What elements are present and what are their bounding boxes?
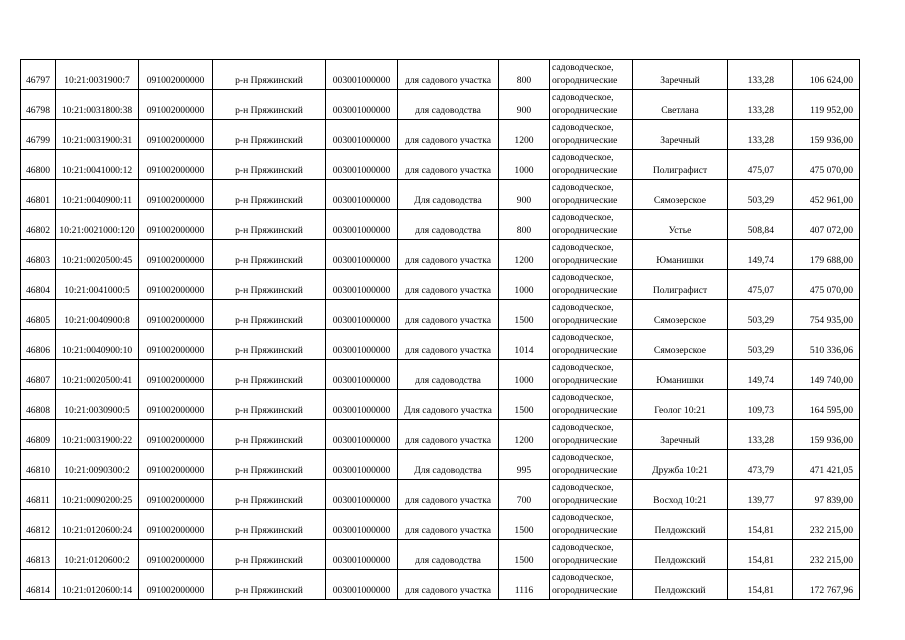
land-category-cell: садоводческое, огороднические [550,540,633,570]
table-row [21,60,860,90]
cadastral-value-cell: 471 421,05 [793,450,860,480]
table-row [21,540,860,570]
table-row [21,570,860,600]
area-code-cell: 003001000000 [326,540,398,570]
settlement-name-cell: Пелдожский [633,540,728,570]
district-name-cell: р-н Пряжинский [213,180,326,210]
record-number-cell: 46811 [21,480,56,510]
permitted-use-cell: для садового участка [398,60,499,90]
area-sqm-cell: 1500 [499,540,550,570]
settlement-name-cell: Полиграфист [633,270,728,300]
oktmo-code-cell: 091002000000 [139,150,213,180]
area-code-cell: 003001000000 [326,300,398,330]
cadastral-number-cell: 10:21:0031800:38 [56,90,139,120]
area-code-cell: 003001000000 [326,240,398,270]
cadastral-number-cell: 10:21:0120600:2 [56,540,139,570]
record-number-cell: 46804 [21,270,56,300]
permitted-use-cell: для садового участка [398,270,499,300]
specific-value-cell: 133,28 [728,90,793,120]
specific-value-cell: 154,81 [728,570,793,600]
settlement-name-cell: Пелдожский [633,570,728,600]
settlement-name-cell: Сямозерское [633,300,728,330]
area-code-cell: 003001000000 [326,120,398,150]
oktmo-code-cell: 091002000000 [139,210,213,240]
table-row [21,480,860,510]
settlement-name-cell: Заречный [633,420,728,450]
cadastral-number-cell: 10:21:0020500:41 [56,360,139,390]
cadastral-number-cell: 10:21:0031900:22 [56,420,139,450]
area-sqm-cell: 1200 [499,240,550,270]
district-name-cell: р-н Пряжинский [213,360,326,390]
cadastral-value-cell: 159 936,00 [793,120,860,150]
record-number-cell: 46802 [21,210,56,240]
area-code-cell: 003001000000 [326,270,398,300]
settlement-name-cell: Заречный [633,60,728,90]
permitted-use-cell: для садоводства [398,360,499,390]
oktmo-code-cell: 091002000000 [139,60,213,90]
table-row [21,360,860,390]
land-category-cell: садоводческое, огороднические [550,240,633,270]
land-category-cell: садоводческое, огороднические [550,150,633,180]
settlement-name-cell: Полиграфист [633,150,728,180]
land-category-cell: садоводческое, огороднические [550,570,633,600]
specific-value-cell: 503,29 [728,300,793,330]
district-name-cell: р-н Пряжинский [213,90,326,120]
land-category-cell: садоводческое, огороднические [550,510,633,540]
area-code-cell: 003001000000 [326,60,398,90]
oktmo-code-cell: 091002000000 [139,420,213,450]
record-number-cell: 46812 [21,510,56,540]
specific-value-cell: 475,07 [728,270,793,300]
cadastral-value-cell: 452 961,00 [793,180,860,210]
specific-value-cell: 508,84 [728,210,793,240]
district-name-cell: р-н Пряжинский [213,390,326,420]
district-name-cell: р-н Пряжинский [213,570,326,600]
district-name-cell: р-н Пряжинский [213,240,326,270]
record-number-cell: 46808 [21,390,56,420]
area-code-cell: 003001000000 [326,390,398,420]
settlement-name-cell: Восход 10:21 [633,480,728,510]
area-code-cell: 003001000000 [326,510,398,540]
settlement-name-cell: Светлана [633,90,728,120]
area-code-cell: 003001000000 [326,450,398,480]
cadastral-number-cell: 10:21:0120600:14 [56,570,139,600]
land-category-cell: садоводческое, огороднические [550,270,633,300]
oktmo-code-cell: 091002000000 [139,270,213,300]
record-number-cell: 46803 [21,240,56,270]
cadastral-number-cell: 10:21:0031900:31 [56,120,139,150]
oktmo-code-cell: 091002000000 [139,360,213,390]
oktmo-code-cell: 091002000000 [139,390,213,420]
land-category-cell: садоводческое, огороднические [550,450,633,480]
permitted-use-cell: для садоводства [398,210,499,240]
record-number-cell: 46799 [21,120,56,150]
land-category-cell: садоводческое, огороднические [550,180,633,210]
permitted-use-cell: для садового участка [398,120,499,150]
settlement-name-cell: Устье [633,210,728,240]
record-number-cell: 46810 [21,450,56,480]
oktmo-code-cell: 091002000000 [139,570,213,600]
oktmo-code-cell: 091002000000 [139,450,213,480]
cadastral-value-cell: 232 215,00 [793,510,860,540]
table-row [21,300,860,330]
cadastral-value-cell: 159 936,00 [793,420,860,450]
permitted-use-cell: для садового участка [398,330,499,360]
table-row [21,180,860,210]
permitted-use-cell: для садоводства [398,90,499,120]
table-body [21,60,860,600]
cadastral-value-cell: 232 215,00 [793,540,860,570]
cadastral-value-cell: 106 624,00 [793,60,860,90]
cadastral-value-cell: 164 595,00 [793,390,860,420]
district-name-cell: р-н Пряжинский [213,270,326,300]
record-number-cell: 46809 [21,420,56,450]
specific-value-cell: 475,07 [728,150,793,180]
area-sqm-cell: 1000 [499,360,550,390]
district-name-cell: р-н Пряжинский [213,330,326,360]
table-row [21,450,860,480]
settlement-name-cell: Дружба 10:21 [633,450,728,480]
cadastral-number-cell: 10:21:0090300:2 [56,450,139,480]
permitted-use-cell: Для садоводства [398,180,499,210]
settlement-name-cell: Сямозерское [633,180,728,210]
settlement-name-cell: Пелдожский [633,510,728,540]
settlement-name-cell: Заречный [633,120,728,150]
specific-value-cell: 154,81 [728,510,793,540]
area-sqm-cell: 1500 [499,300,550,330]
district-name-cell: р-н Пряжинский [213,60,326,90]
specific-value-cell: 154,81 [728,540,793,570]
district-name-cell: р-н Пряжинский [213,210,326,240]
record-number-cell: 46800 [21,150,56,180]
land-plots-table [20,59,860,600]
settlement-name-cell: Сямозерское [633,330,728,360]
table-row [21,90,860,120]
area-sqm-cell: 1200 [499,420,550,450]
area-code-cell: 003001000000 [326,150,398,180]
table-row [21,330,860,360]
cadastral-number-cell: 10:21:0031900:7 [56,60,139,90]
permitted-use-cell: для садового участка [398,150,499,180]
permitted-use-cell: для садового участка [398,240,499,270]
district-name-cell: р-н Пряжинский [213,300,326,330]
cadastral-number-cell: 10:21:0041000:5 [56,270,139,300]
district-name-cell: р-н Пряжинский [213,150,326,180]
specific-value-cell: 139,77 [728,480,793,510]
area-code-cell: 003001000000 [326,330,398,360]
land-category-cell: садоводческое, огороднические [550,300,633,330]
area-code-cell: 003001000000 [326,570,398,600]
oktmo-code-cell: 091002000000 [139,300,213,330]
cadastral-number-cell: 10:21:0040900:11 [56,180,139,210]
cadastral-value-cell: 172 767,96 [793,570,860,600]
oktmo-code-cell: 091002000000 [139,240,213,270]
area-code-cell: 003001000000 [326,360,398,390]
record-number-cell: 46814 [21,570,56,600]
cadastral-number-cell: 10:21:0120600:24 [56,510,139,540]
area-sqm-cell: 1500 [499,390,550,420]
oktmo-code-cell: 091002000000 [139,120,213,150]
table-row [21,270,860,300]
oktmo-code-cell: 091002000000 [139,480,213,510]
land-category-cell: садоводческое, огороднические [550,120,633,150]
land-category-cell: садоводческое, огороднические [550,420,633,450]
cadastral-value-cell: 475 070,00 [793,150,860,180]
district-name-cell: р-н Пряжинский [213,540,326,570]
table-row [21,120,860,150]
settlement-name-cell: Юманишки [633,360,728,390]
cadastral-number-cell: 10:21:0030900:5 [56,390,139,420]
oktmo-code-cell: 091002000000 [139,540,213,570]
land-category-cell: садоводческое, огороднические [550,60,633,90]
area-code-cell: 003001000000 [326,480,398,510]
cadastral-value-cell: 475 070,00 [793,270,860,300]
permitted-use-cell: для садового участка [398,420,499,450]
table-row [21,240,860,270]
land-category-cell: садоводческое, огороднические [550,480,633,510]
permitted-use-cell: для садового участка [398,570,499,600]
record-number-cell: 46797 [21,60,56,90]
district-name-cell: р-н Пряжинский [213,480,326,510]
area-sqm-cell: 700 [499,480,550,510]
record-number-cell: 46813 [21,540,56,570]
area-code-cell: 003001000000 [326,180,398,210]
permitted-use-cell: для садового участка [398,480,499,510]
cadastral-number-cell: 10:21:0040900:10 [56,330,139,360]
cadastral-number-cell: 10:21:0020500:45 [56,240,139,270]
cadastral-value-cell: 510 336,06 [793,330,860,360]
specific-value-cell: 503,29 [728,180,793,210]
district-name-cell: р-н Пряжинский [213,510,326,540]
cadastral-value-cell: 119 952,00 [793,90,860,120]
specific-value-cell: 503,29 [728,330,793,360]
specific-value-cell: 149,74 [728,240,793,270]
land-category-cell: садоводческое, огороднические [550,390,633,420]
district-name-cell: р-н Пряжинский [213,120,326,150]
oktmo-code-cell: 091002000000 [139,180,213,210]
cadastral-value-cell: 407 072,00 [793,210,860,240]
cadastral-number-cell: 10:21:0041000:12 [56,150,139,180]
cadastral-number-cell: 10:21:0090200:25 [56,480,139,510]
specific-value-cell: 133,28 [728,420,793,450]
area-code-cell: 003001000000 [326,210,398,240]
area-code-cell: 003001000000 [326,420,398,450]
specific-value-cell: 149,74 [728,360,793,390]
area-sqm-cell: 1200 [499,120,550,150]
district-name-cell: р-н Пряжинский [213,420,326,450]
table-row [21,150,860,180]
oktmo-code-cell: 091002000000 [139,510,213,540]
oktmo-code-cell: 091002000000 [139,90,213,120]
record-number-cell: 46798 [21,90,56,120]
cadastral-value-cell: 754 935,00 [793,300,860,330]
district-name-cell: р-н Пряжинский [213,450,326,480]
specific-value-cell: 473,79 [728,450,793,480]
table-row [21,210,860,240]
settlement-name-cell: Геолог 10:21 [633,390,728,420]
settlement-name-cell: Юманишки [633,240,728,270]
specific-value-cell: 109,73 [728,390,793,420]
permitted-use-cell: для садоводства [398,540,499,570]
table-row [21,510,860,540]
area-sqm-cell: 1000 [499,270,550,300]
cadastral-number-cell: 10:21:0021000:120 [56,210,139,240]
oktmo-code-cell: 091002000000 [139,330,213,360]
area-sqm-cell: 1500 [499,510,550,540]
land-category-cell: садоводческое, огороднические [550,90,633,120]
record-number-cell: 46805 [21,300,56,330]
area-sqm-cell: 900 [499,90,550,120]
cadastral-number-cell: 10:21:0040900:8 [56,300,139,330]
area-sqm-cell: 1116 [499,570,550,600]
area-sqm-cell: 1000 [499,150,550,180]
permitted-use-cell: для садового участка [398,300,499,330]
cadastral-value-cell: 149 740,00 [793,360,860,390]
land-category-cell: садоводческое, огороднические [550,360,633,390]
area-sqm-cell: 900 [499,180,550,210]
specific-value-cell: 133,28 [728,120,793,150]
record-number-cell: 46801 [21,180,56,210]
land-category-cell: садоводческое, огороднические [550,210,633,240]
area-sqm-cell: 800 [499,210,550,240]
permitted-use-cell: Для садового участка [398,390,499,420]
permitted-use-cell: для садового участка [398,510,499,540]
permitted-use-cell: Для садоводства [398,450,499,480]
specific-value-cell: 133,28 [728,60,793,90]
area-sqm-cell: 1014 [499,330,550,360]
area-sqm-cell: 800 [499,60,550,90]
area-sqm-cell: 995 [499,450,550,480]
record-number-cell: 46806 [21,330,56,360]
cadastral-value-cell: 179 688,00 [793,240,860,270]
table-row [21,420,860,450]
land-category-cell: садоводческое, огороднические [550,330,633,360]
area-code-cell: 003001000000 [326,90,398,120]
cadastral-value-cell: 97 839,00 [793,480,860,510]
table-row [21,390,860,420]
record-number-cell: 46807 [21,360,56,390]
